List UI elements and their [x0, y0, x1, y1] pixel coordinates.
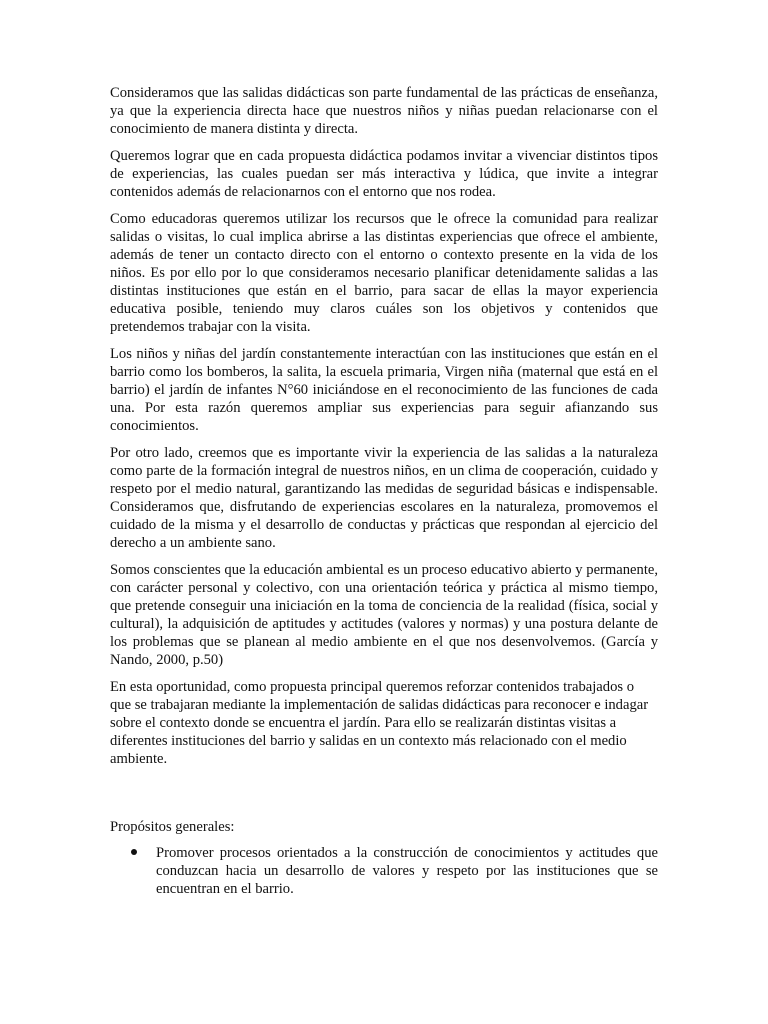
list-item-text: Promover procesos orientados a la construcción de conocimientos y actitudes que conduzcan hacia un desarrollo de valores y respeto por las instituciones que se encuentran en el barrio. — [156, 845, 658, 897]
paragraph-salidas-didacticas: Consideramos que las salidas didácticas son parte fundamental de las prácticas de enseñanza, ya que la experiencia directa hace que nuestros niños y niñas puedan relacionarse con el conocimiento de manera distinta y directa. — [110, 85, 658, 137]
paragraph-propuesta-didactica: Queremos lograr que en cada propuesta didáctica podamos invitar a vivenciar distintos tipos de experiencias, las cuales puedan ser más interactiva y lúdica, que invite a integrar contenidos además de relacionarnos con el entorno que nos rodea. — [110, 148, 658, 200]
bullet-icon — [131, 849, 137, 855]
document-page — [110, 84, 658, 898]
paragraph-recursos-comunidad: Como educadoras queremos utilizar los recursos que le ofrece la comunidad para realizar salidas o visitas, lo cual implica abrirse a las distintas experiencias que ofrece el ambiente, además de tener un contacto directo con el entorno o contexto presente en la vida de los niños. Es por ello por lo que consideramos necesario planificar detenidamente salidas a las distintas instituciones que están en el barrio, para sacar de ellas la mayor experiencia educativa posible, teniendo muy claros cuáles son los objetivos y contenidos que pretendemos trabajar con la visita. — [110, 211, 658, 335]
paragraph-educacion-ambiental: Somos conscientes que la educación ambiental es un proceso educativo abierto y permanente, con carácter personal y colectivo, con una orientación teórica y práctica al mismo tiempo, que pretende conseguir una iniciación en la toma de conciencia de la realidad (física, social y cultural), la adquisición de aptitudes y actitudes (valores y normas) y una postura delante de los problemas que se planean al medio ambiente en el que nos desenvolvemos. (García y Nando, 2000, p.50) — [110, 562, 658, 668]
section-heading: Propósitos generales: — [110, 819, 235, 835]
purposes-list — [110, 844, 658, 898]
paragraph-salidas-naturaleza: Por otro lado, creemos que es importante vivir la experiencia de las salidas a la naturaleza como parte de la formación integral de nuestros niños, en un clima de cooperación, cuidado y respeto por el medio natural, garantizando las medidas de seguridad básicas e indispensable. Consideramos que, disfrutando de experiencias escolares en la naturaleza, promovemos el cuidado de la misma y el desarrollo de conductas y prácticas que respondan al ejercicio del derecho a un ambiente sano. — [110, 445, 658, 551]
list-item — [110, 844, 658, 898]
paragraph-instituciones-barrio: Los niños y niñas del jardín constantemente interactúan con las instituciones que están en el barrio como los bomberos, la salita, la escuela primaria, Virgen niña (maternal que está en el barrio) el jardín de infantes N°60 iniciándose en el reconocimiento de las funciones de cada una. Por esta razón queremos ampliar sus experiencias para seguir afianzando sus conocimientos. — [110, 346, 658, 434]
paragraph-propuesta-principal: En esta oportunidad, como propuesta principal queremos reforzar contenidos trabajados o que se trabajaran mediante la implementación de salidas didácticas para reconocer e indagar sobre el contexto donde se encuentra el jardín. Para ello se realizarán distintas visitas a diferentes instituciones del barrio y salidas en un contexto más relacionado con el medio ambiente. — [110, 679, 649, 767]
